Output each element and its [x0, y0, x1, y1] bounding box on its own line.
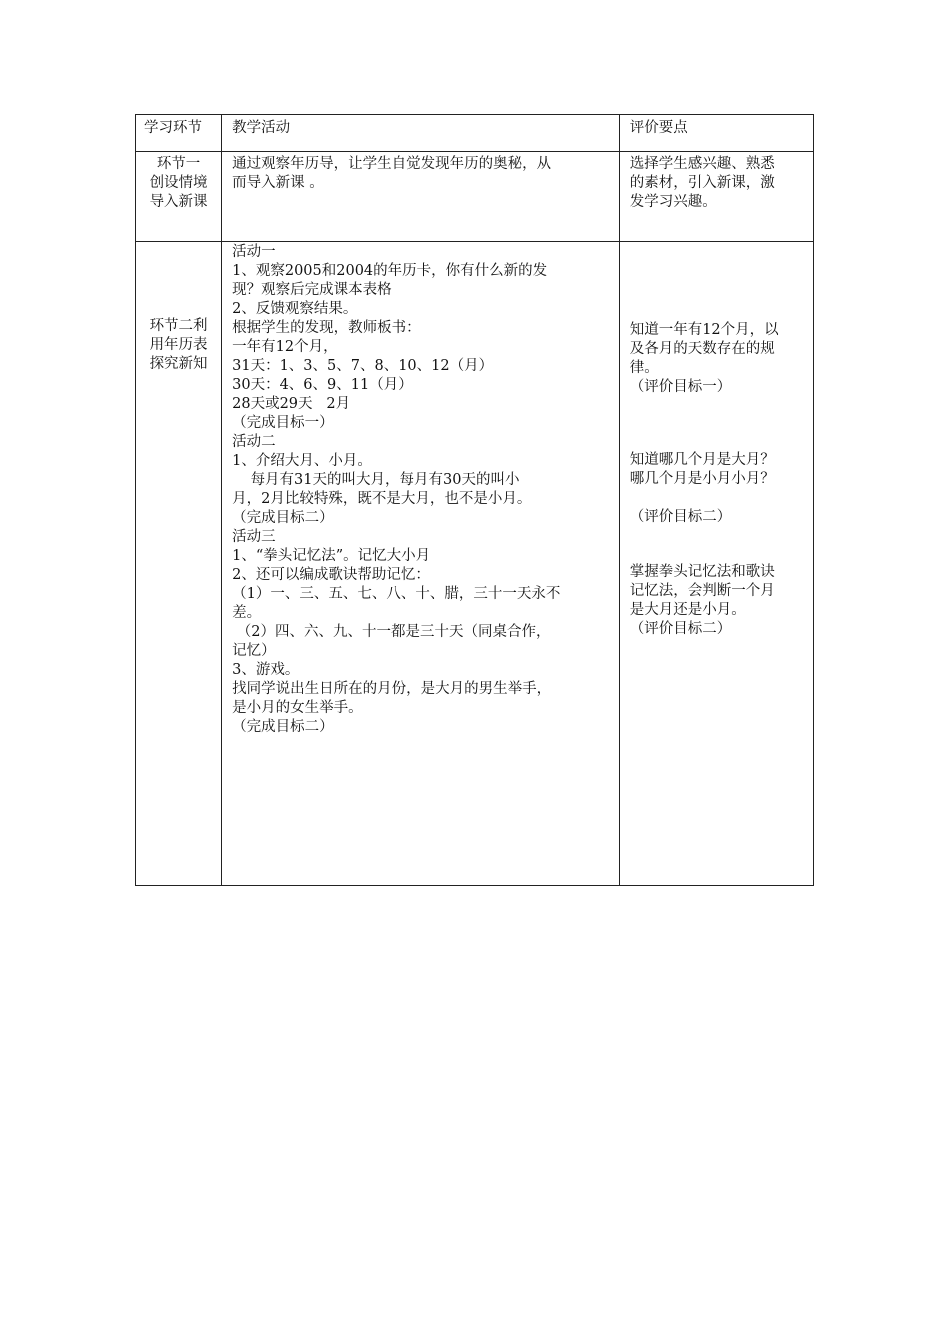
activity-line: 活动二 [232, 434, 276, 450]
evaluation-line: 选择学生感兴趣、熟悉 [629, 156, 775, 172]
stage-line: 用年历表 [149, 337, 208, 353]
activity-line: 31天：1、3、5、7、8、10、12（月） [232, 358, 494, 374]
activity-line: 1、介绍大月、小月。 [232, 453, 372, 469]
stage-cell [136, 152, 222, 242]
evaluation-line: 律。 [629, 360, 659, 376]
header-evaluation: 评价要点 [619, 115, 813, 152]
evaluation-line: 记忆法，会判断一个月 [629, 583, 775, 599]
activity-cell [222, 152, 620, 242]
evaluation-line: 哪几个月是小月小月？ [629, 471, 775, 487]
activity-line: （完成目标一） [232, 415, 334, 431]
evaluation-block [630, 451, 805, 527]
evaluation-line: 掌握拳头记忆法和歌诀 [629, 564, 775, 580]
activity-line: 30天：4、6、9、11（月） [232, 377, 413, 393]
lesson-plan-table [135, 114, 814, 886]
evaluation-cell [619, 152, 813, 242]
evaluation-line [630, 489, 805, 508]
evaluation-line: 知道一年有12个月，以 [629, 322, 779, 338]
activity-line: 通过观察年历导，让学生自觉发现年历的奥秘，从 [232, 156, 552, 172]
evaluation-line: （评价目标二） [629, 621, 732, 637]
activity-line: 1、观察2005和2004的年历卡，你有什么新的发 [232, 263, 548, 279]
stage-line: 环节二利 [149, 318, 208, 334]
header-stage: 学习环节 [136, 115, 222, 152]
activity-line: 找同学说出生日所在的月份，是大月的男生举手， [232, 681, 552, 697]
evaluation-line: （评价目标一） [629, 379, 732, 395]
stage-line: 创设情境 [149, 175, 208, 191]
activity-line: 差。 [232, 605, 262, 621]
activity-line: 记忆） [232, 643, 276, 659]
stage-line: 环节一 [156, 156, 201, 172]
activity-line: 一年有12个月， [232, 339, 338, 355]
evaluation-line: 发学习兴趣。 [629, 194, 717, 210]
activity-line: 而导入新课 。 [232, 175, 324, 191]
activity-line: 每月有31天的叫大月，每月有30天的叫小 [232, 472, 520, 488]
table-row [136, 242, 814, 886]
stage-line: 探究新知 [149, 356, 208, 372]
activity-line: （完成目标二） [232, 719, 334, 735]
evaluation-block [630, 321, 805, 397]
activity-line: 根据学生的发现，教师板书： [232, 320, 421, 336]
stage-cell [136, 242, 222, 886]
activity-line: 活动一 [232, 244, 276, 260]
activity-line: 2、还可以编成歌诀帮助记忆： [232, 567, 430, 583]
evaluation-block [630, 563, 805, 639]
evaluation-line: 及各月的天数存在的规 [629, 341, 775, 357]
activity-line: 是小月的女生举手。 [232, 700, 363, 716]
activity-line: 1、“拳头记忆法”。记忆大小月 [232, 548, 431, 564]
evaluation-line: 知道哪几个月是大月？ [629, 452, 775, 468]
header-row [136, 115, 814, 152]
stage-line: 导入新课 [149, 194, 208, 210]
table-row [136, 152, 814, 242]
activity-line: 2、反馈观察结果。 [232, 301, 358, 317]
evaluation-line: 是大月还是小月。 [629, 602, 746, 618]
activity-line: 活动三 [232, 529, 276, 545]
activity-line: （2）四、六、九、十一都是三十天（同桌合作， [232, 624, 551, 640]
activity-line: 月，2月比较特殊，既不是大月，也不是小月。 [232, 491, 532, 507]
activity-cell [222, 242, 620, 886]
activity-line: 28天或29天 2月 [232, 396, 351, 412]
header-activity: 教学活动 [222, 115, 620, 152]
activity-line: （1）一、三、五、七、八、十、腊，三十一天永不 [232, 586, 561, 602]
evaluation-line: （评价目标二） [629, 509, 732, 525]
evaluation-line: 的素材，引入新课，激 [629, 175, 775, 191]
activity-line: 现？观察后完成课本表格 [232, 282, 392, 298]
activity-line: 3、游戏。 [232, 662, 300, 678]
activity-line: （完成目标二） [232, 510, 334, 526]
evaluation-cell [619, 242, 813, 886]
